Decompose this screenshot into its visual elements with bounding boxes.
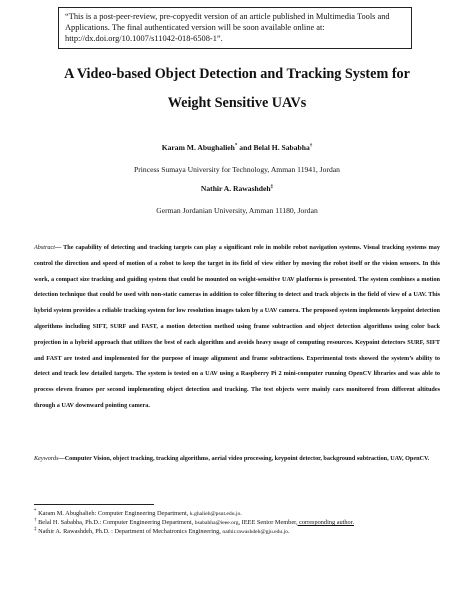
abstract [34,240,440,414]
paper-title-line-2: Weight Sensitive UAVs [167,95,307,111]
author-name-2: and Belal H. Sababha [237,143,310,152]
footnote-text: Karam M. Abughalieh: Computer Engineering Department, [36,510,190,517]
footnote-2 [34,519,454,527]
footnote-email: nathir.rawashdeh@gju.edu.jo [222,529,288,535]
affiliation-2: German Jordanian University, Amman 11180, Jordan [156,206,318,215]
footnote-mark: † [34,517,37,523]
footnote-text: Nathir A. Rawashdeh, Ph.D. : Department of Mechatronics Engineering, [36,528,223,535]
keywords-text: —Computer Vision, object tracking, tracking algorithms, aerial video processing, keypoint detector, background subtraction, UAV, OpenCV. [58,455,430,462]
footnote-divider [34,504,154,505]
footnote-mark: ‡ [34,526,37,532]
footnote-tail: . [240,510,242,517]
author-name-3: Nathir A. Rawashdeh [200,184,271,193]
footnote-mark: * [34,508,37,514]
affiliation-1: Princess Sumaya University for Technology, Amman 11941, Jordan [134,165,340,174]
footnote-tail: , IEEE Senior Member, [238,519,298,526]
footnote-3 [34,528,454,536]
abstract-text: — The capability of detecting and tracking targets can play a significant role in mobile robot navigation systems. Visual tracking systems may control the direction and speed of motion of a robot to keep the target in its field of view either by moving the robot itself or the vision sensors. In this work, a compact size tracking and guiding system that could be mounted on weight-sensitive UAV platforms is presented. The system combines a motion detection technique that could be used with non-static cameras in addition to color filtering to detect and track objects in the field of view of a UAV. This hybrid system provides a reliable tracking system for low resolution images taken by a UAV camera. The proposed system implements keypoint detection algorithms including SIFT, SURF and FAST, a motion detection method using frame subtraction and object detection algorithms using color back projection in a hybrid approach that utilizes the best of each algorithm and avoids heavy usage of computing resources. Keypoint detectors SURF, SIFT and FAST are tested and implemented for the purpose of image alignment and frame subtractions. Experimental tests showed the system’s ability to detect and track low detailed targets. The system is tested on a UAV using a Raspberry Pi 2 mini-computer running OpenCV libraries and was able to process eleven frames per second implementing object detection and tracking. The test objects were mainly cars monitored from different altitudes through a UAV downward pointing camera. [34,244,440,409]
keywords [34,451,440,467]
authors-line-2 [0,184,474,193]
footnote-mark: † [309,143,313,149]
paper-title-line-1: A Video-based Object Detection and Tracking System for [64,66,410,82]
keywords-label: Keywords [34,455,59,462]
footnote-tail: . [287,528,290,535]
preprint-notice: “This is a post-peer-review, pre-copyedit version of an article published in Multimedia Tools and Applications. The final authenticated version will be soon available online at: http://dx.doi.org/10.1007/s11042-018-6508-1”. [58,7,412,49]
footnote-text: Belal H. Sababha, Ph.D.: Computer Engineering Department, [36,519,195,526]
author-name-1: Karam M. Abughalieh [161,143,235,152]
footnote-email: bsababha@ieee.org [194,520,239,526]
abstract-label: Abstract [34,244,55,251]
authors-line-1 [0,143,474,152]
footnote-mark: * [234,143,238,149]
corresponding-author-note: corresponding author. [297,519,355,526]
footnote-email: k.ghalieh@psut.edu.jo [189,511,241,517]
footnote-mark: ‡ [270,184,274,190]
footnote-1 [34,510,454,518]
